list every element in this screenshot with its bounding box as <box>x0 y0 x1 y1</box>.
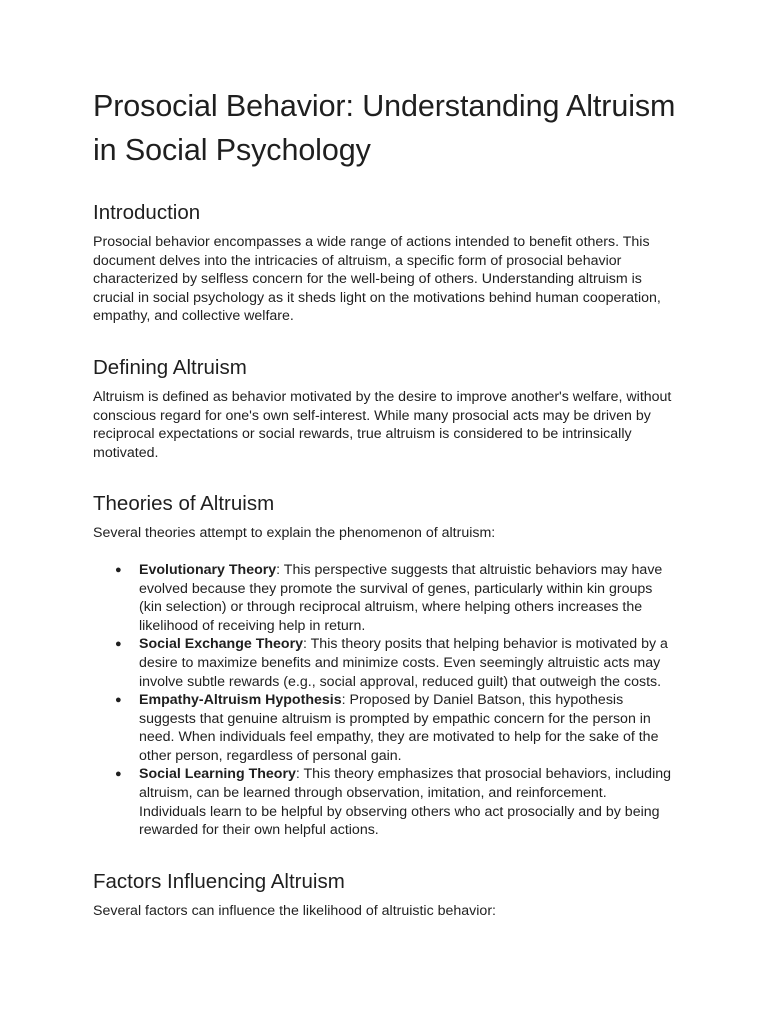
section-factors-influencing-altruism <box>93 868 676 921</box>
introduction-paragraph: Prosocial behavior encompasses a wide range of actions intended to benefit others. This document delves into the intricacies of altruism, a specific form of prosocial behavior characterized by selfless concern for the well-being of others. Understanding altruism is crucial in social psychology as it sheds light on the motivations behind human cooperation, empathy, and collective welfare. <box>93 234 661 325</box>
section-introduction <box>93 199 676 326</box>
theory-term: Evolutionary Theory <box>139 561 277 578</box>
theory-term: Social Exchange Theory <box>139 636 304 653</box>
document-title: Prosocial Behavior: Understanding Altruism in Social Psychology <box>93 89 676 167</box>
section-heading-factors: Factors Influencing Altruism <box>93 869 345 893</box>
section-heading-theories: Theories of Altruism <box>93 492 275 516</box>
defining-altruism-paragraph: Altruism is defined as behavior motivated by the desire to improve another's welfare, without conscious regard for one's own self-interest. While many prosocial acts may be driven by reciprocal expectations or social rewards, true altruism is considered to be intrinsically motivated. <box>93 388 672 461</box>
bullet-icon: ● <box>115 694 122 707</box>
bullet-icon: ● <box>115 638 122 651</box>
section-heading-introduction: Introduction <box>93 201 201 224</box>
theory-term: Empathy-Altruism Hypothesis <box>139 692 342 709</box>
section-heading-defining-altruism: Defining Altruism <box>93 355 247 379</box>
theory-description: : This theory emphasizes that prosocial behaviors, including altruism, can be learned through observation, imitation, and reinforcement. Individuals learn to be helpful by observing others who act prosocially and by being rewarded for their own helpful actions. <box>139 766 672 839</box>
section-defining-altruism <box>93 354 676 462</box>
theory-term: Social Learning Theory <box>139 766 296 783</box>
list-item <box>115 765 676 839</box>
theory-description: : This theory posits that helping behavior is motivated by a desire to maximize benefits and minimize costs. Even seemingly altruistic acts may involve subtle rewards (e.g., social approval, reduced guilt) that outweigh the costs. <box>139 636 668 690</box>
theories-list <box>93 561 676 840</box>
bullet-icon: ● <box>115 768 122 781</box>
theory-description: : Proposed by Daniel Batson, this hypothesis suggests that genuine altruism is prompted by empathic concern for the person in need. When individuals feel empathy, they are motivated to help for the sake of the other person, regardless of personal gain. <box>139 692 659 764</box>
list-item <box>115 635 676 691</box>
factors-intro: Several factors can influence the likelihood of altruistic behavior: <box>93 902 496 919</box>
list-item <box>115 561 676 635</box>
bullet-icon: ● <box>115 563 122 576</box>
theories-intro: Several theories attempt to explain the phenomenon of altruism: <box>93 525 496 542</box>
theory-description: : This perspective suggests that altruistic behaviors may have evolved because they promote the survival of genes, particularly within kin groups (kin selection) or through reciprocal altruism, where helping others increases the likelihood of receiving help in return. <box>139 561 663 634</box>
section-theories-of-altruism <box>93 490 676 840</box>
list-item <box>115 691 676 765</box>
